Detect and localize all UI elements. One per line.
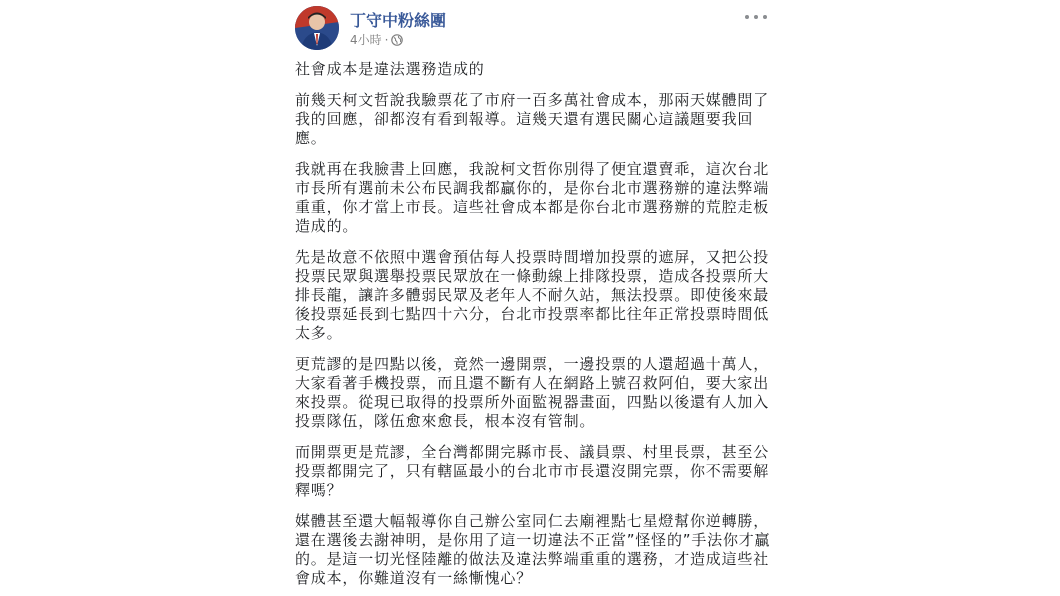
avatar[interactable]	[295, 6, 339, 50]
post-paragraph: 而開票更是荒謬，全台灣都開完縣市長、議員票、村里長票，甚至公投票都開完了，只有轄區最小的台北市市長還沒開完票，你不需要解釋嗎？	[295, 443, 770, 499]
post-paragraph: 前幾天柯文哲說我驗票花了市府一百多萬社會成本，那兩天媒體問了我的回應，卻都沒有看到報導。這幾天還有選民關心這議題要我回應。	[295, 91, 770, 147]
post-paragraph: 我就再在我臉書上回應，我說柯文哲你別得了便宜還賣乖，這次台北市長所有選前未公布民調我都贏你的，是你台北市選務辦的違法弊端重重，你才當上市長。這些社會成本都是你台北市選務辦的荒腔走板造成的。	[295, 160, 770, 235]
facebook-post	[281, 0, 781, 596]
more-options-icon[interactable]	[745, 10, 767, 24]
post-paragraph: 先是故意不依照中選會預估每人投票時間增加投票的遮屏，又把公投投票民眾與選舉投票民眾放在一條動線上排隊投票，造成各投票所大排長龍，讓許多體弱民眾及老年人不耐久站，無法投票。即使後來最後投票延長到七點四十六分，台北市投票率都比往年正常投票時間低太多。	[295, 248, 770, 342]
page-name-link[interactable]: 丁守中粉絲團	[350, 11, 447, 30]
globe-icon[interactable]	[391, 34, 403, 46]
more-dot	[745, 15, 749, 19]
profile-photo	[295, 6, 339, 50]
post-body	[295, 60, 771, 596]
post-meta	[350, 31, 403, 48]
post-timestamp[interactable]: 4小時	[350, 33, 382, 47]
more-dot	[754, 15, 758, 19]
meta-separator: ·	[384, 32, 389, 47]
more-dot	[763, 15, 767, 19]
post-paragraph: 媒體甚至還大幅報導你自己辦公室同仁去廟裡點七星燈幫你逆轉勝，還在選後去謝神明，是你用了這一切違法不正當”怪怪的”手法你才贏的。是這一切光怪陸離的做法及違法弊端重重的選務，才造成這些社會成本，你難道沒有一絲慚愧心？	[295, 512, 771, 587]
post-paragraph-title: 社會成本是違法選務造成的	[295, 60, 485, 78]
post-header	[295, 6, 781, 52]
post-paragraph: 更荒謬的是四點以後，竟然一邊開票，一邊投票的人還超過十萬人，大家看著手機投票，而且還不斷有人在網路上號召救阿伯，要大家出來投票。從現已取得的投票所外面監視器畫面，四點以後還有人加入投票隊伍，隊伍愈來愈長，根本沒有管制。	[295, 355, 770, 430]
